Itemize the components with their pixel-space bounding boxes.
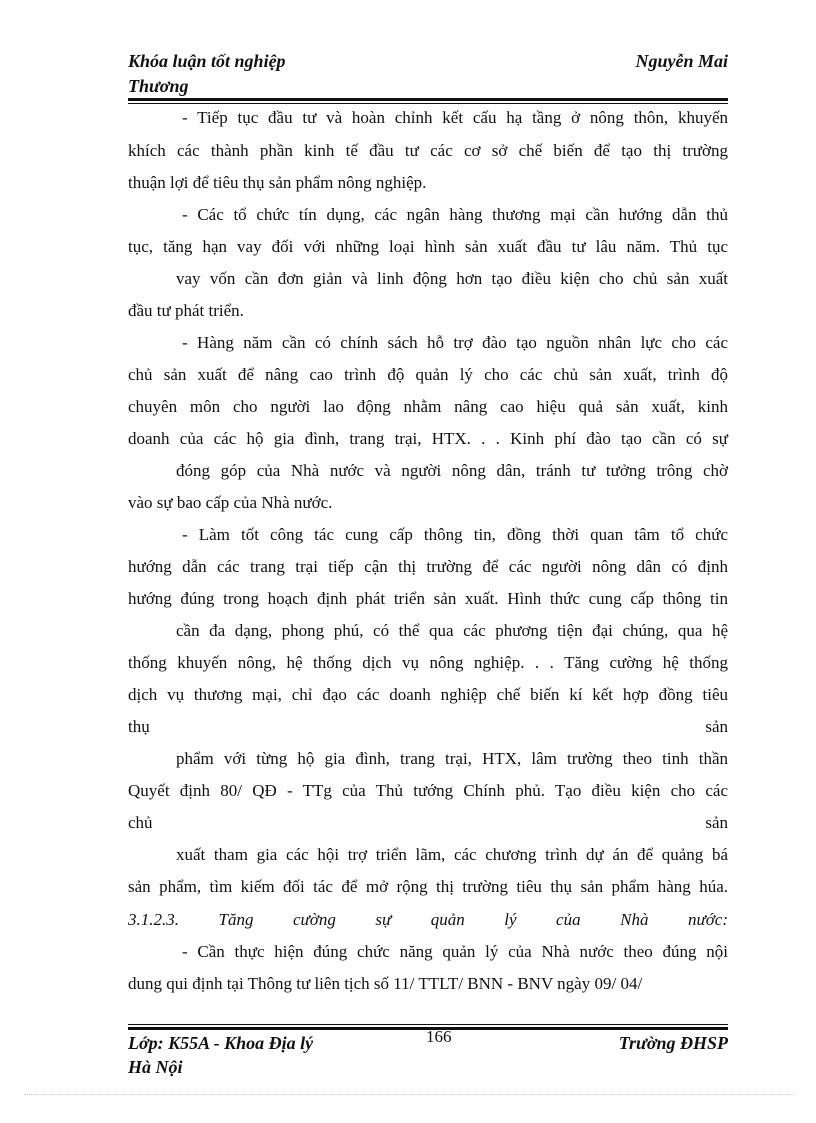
body-line: - Hàng năm cần có chính sách hỗ trợ đào tạo nguồn nhân lực cho các: [182, 333, 728, 352]
body-line: thuận lợi để tiêu thụ sản phẩm nông nghiệp.: [128, 173, 427, 192]
section-heading: 3.1.2.3. Tăng cường sự quản lý của Nhà nước:: [128, 910, 728, 929]
header-title-line2: Thương: [128, 76, 189, 96]
body-line: Quyết định 80/ QĐ - TTg của Thủ tướng Chính phủ. Tạo điều kiện cho các: [128, 781, 728, 800]
body-line: vay vốn cần đơn giản và linh động hơn tạo điều kiện cho chủ sản xuất: [176, 269, 728, 288]
header-rule-thin: [128, 103, 728, 104]
body-line: dịch vụ thương mại, chỉ đạo các doanh nghiệp chế biến kí kết hợp đồng tiêu: [128, 685, 728, 704]
header-title-line1: Khóa luận tốt nghiệp: [128, 51, 286, 71]
body-line: - Tiếp tục đầu tư và hoàn chỉnh kết cấu hạ tầng ở nông thôn, khuyến: [182, 108, 728, 127]
body-line: doanh của các hộ gia đình, trang trại, HTX. . . Kinh phí đào tạo cần có sự: [128, 429, 728, 448]
body-line: chủ sản xuất để nâng cao trình độ quản lý cho các chủ sản xuất, trình độ: [128, 365, 728, 384]
body-line: - Làm tốt công tác cung cấp thông tin, đồng thời quan tâm tổ chức: [182, 525, 728, 544]
body-line: chủ sản: [128, 813, 728, 832]
page-number: 166: [426, 1027, 452, 1046]
body-line: thống khuyến nông, hệ thống dịch vụ nông nghiệp. . . Tăng cường hệ thống: [128, 653, 728, 672]
page-bottom-dotted-line: [24, 1094, 794, 1095]
body-line: - Các tổ chức tín dụng, các ngân hàng thương mại cần hướng dẫn thủ: [182, 205, 728, 224]
body-line: cần đa dạng, phong phú, có thể qua các phương tiện đại chúng, qua hệ: [176, 621, 728, 640]
body-line: khích các thành phần kinh tế đầu tư các cơ sở chế biến để tạo thị trường: [128, 141, 728, 160]
body-line: thụ sản: [128, 717, 728, 736]
header-rule-thick: [128, 98, 728, 101]
body-line: hướng đúng trong hoạch định phát triển sản xuất. Hình thức cung cấp thông tin: [128, 589, 728, 608]
body-line: hướng dẫn các trang trại tiếp cận thị trường để các người nông dân có định: [128, 557, 728, 576]
body-line: xuất tham gia các hội trợ triển lãm, các chương trình dự án để quảng bá: [176, 845, 728, 864]
body-line: đóng góp của Nhà nước và người nông dân, tránh tư tưởng trông chờ: [176, 461, 728, 480]
body-line: vào sự bao cấp của Nhà nước.: [128, 493, 333, 512]
body-line: - Cần thực hiện đúng chức năng quản lý của Nhà nước theo đúng nội: [182, 942, 728, 961]
body-line: tục, tăng hạn vay đối với những loại hình sản xuất đầu tư lâu năm. Thủ tục: [128, 237, 728, 256]
footer-class-line1: Lớp: K55A - Khoa Địa lý: [128, 1033, 314, 1053]
footer-school: Trường ĐHSP: [618, 1033, 728, 1053]
body-line: sản phẩm, tìm kiếm đối tác để mở rộng thị trường tiêu thụ sản phẩm hàng húa.: [128, 877, 728, 896]
header-author: Nguyễn Mai: [635, 51, 728, 71]
body-line: phẩm với từng hộ gia đình, trang trại, HTX, lâm trường theo tinh thần: [176, 749, 728, 768]
footer-class-line2: Hà Nội: [128, 1057, 183, 1077]
body-line: chuyên môn cho người lao động nhằm nâng cao hiệu quả sản xuất, kinh: [128, 397, 728, 416]
body-line: đầu tư phát triển.: [128, 301, 244, 320]
body-line: dung qui định tại Thông tư liên tịch số 11/ TTLT/ BNN - BNV ngày 09/ 04/: [128, 974, 643, 993]
footer-rule-thin: [128, 1024, 728, 1025]
